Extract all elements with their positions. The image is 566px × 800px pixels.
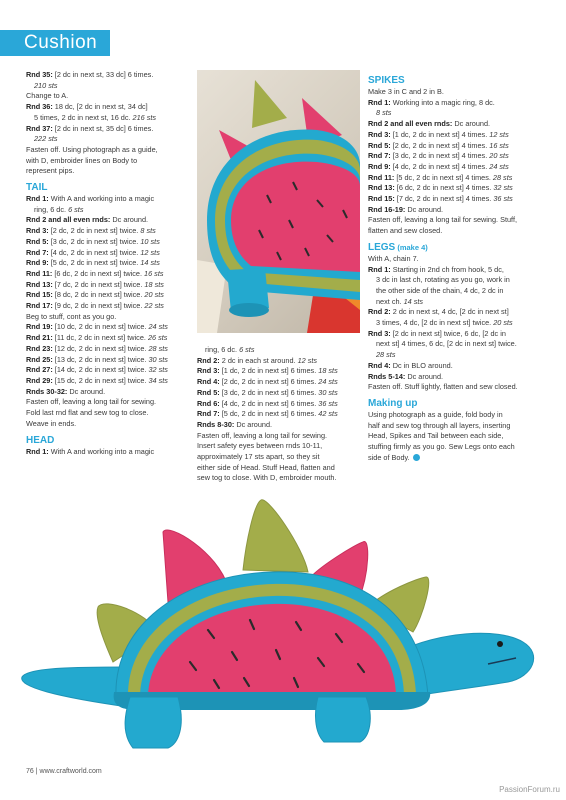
pattern-line (197, 409, 363, 420)
column-right (368, 70, 543, 464)
round-label: Rnd 3: (368, 129, 391, 139)
instruction-text: [5 dc, 2 dc in next st] 6 times. (219, 409, 317, 419)
round-label: Rnd 5: (197, 387, 220, 397)
stitch-count: 12 sts (138, 247, 160, 257)
instruction-text: [6 dc, 2 dc in next st] 4 times. (394, 183, 492, 193)
round-label: Rnd 2 and all even rnds: (26, 215, 111, 225)
instruction-text: Dc around. (234, 419, 273, 429)
pattern-line (26, 397, 194, 408)
pattern-line (197, 345, 363, 356)
round-label: Rnd 9: (26, 258, 49, 268)
instruction-text: Using photograph as a guide, fold body in (368, 409, 503, 419)
instruction-text: [3 dc, 2 dc in next st] 4 times. (390, 151, 488, 161)
end-of-pattern-icon (413, 454, 420, 461)
instruction-text: [4 dc, 2 dc in next st] twice. (48, 247, 139, 257)
stitch-count: 18 sts (142, 279, 164, 289)
pattern-line (26, 408, 194, 419)
instruction-text: [9 dc, 2 dc in next st] twice. (52, 301, 143, 311)
pattern-line (368, 421, 543, 432)
instruction-text: Working into a magic ring, 8 dc. (390, 97, 495, 107)
instruction-text: [2 dc in next st] twice, 6 dc, [2 dc in (390, 328, 506, 338)
pattern-line (26, 156, 194, 167)
pattern-line (368, 173, 543, 184)
pattern-line (26, 226, 194, 237)
pattern-line (368, 372, 543, 383)
pattern-line (26, 91, 194, 102)
round-label: Rnd 1: (368, 97, 391, 107)
instruction-text: side of Body. (368, 452, 410, 462)
stitch-count: 210 sts (34, 80, 58, 90)
stitch-count: 28 sts (376, 350, 396, 360)
round-label: Rnd 5: (368, 140, 391, 150)
instruction-text: [12 dc, 2 dc in next st] twice. (52, 343, 147, 353)
round-label: Rnd 23: (26, 343, 53, 353)
instruction-text: Starting in 2nd ch from hook, 5 dc, (390, 264, 504, 274)
instruction-text: next ch. (376, 296, 402, 306)
pattern-line (26, 333, 194, 344)
section-heading-text: Making up (368, 397, 418, 409)
pattern-line (368, 297, 543, 308)
stitch-count: 10 sts (138, 236, 160, 246)
instruction-text: [1 dc, 2 dc in next st] 4 times. (390, 129, 488, 139)
pattern-line (26, 419, 194, 430)
section-heading-text: HEAD (26, 434, 55, 446)
round-label: Rnd 9: (368, 161, 391, 171)
stitch-count: 42 sts (316, 409, 338, 419)
instruction-text: [4 dc, 2 dc in next st] 4 times. (390, 161, 488, 171)
instruction-text: Dc around. (405, 371, 444, 381)
instruction-text: half and sew tog through all layers, inserting (368, 420, 511, 430)
section-heading (26, 181, 194, 194)
round-label: Rnd 11: (26, 268, 53, 278)
instruction-text: 3 dc in last ch, rotating as you go, work in (376, 275, 510, 285)
stitch-count: 8 sts (138, 226, 156, 236)
instruction-text: next st] 4 times, 6 dc, [2 dc in next st] twice. (376, 339, 517, 349)
round-label: Rnd 13: (26, 279, 53, 289)
pattern-line (26, 447, 194, 458)
stitch-count: 36 sts (491, 194, 513, 204)
round-label: Rnd 1: (368, 264, 391, 274)
instruction-text: Change to A. (26, 91, 69, 101)
pattern-line (368, 431, 543, 442)
stitch-count: 22 sts (142, 301, 164, 311)
instruction-text: Weave in ends. (26, 418, 77, 428)
round-label: Rnd 37: (26, 123, 53, 133)
pattern-line (368, 226, 543, 237)
round-label: Rnd 21: (26, 333, 53, 343)
instruction-text: 2 dc in each st around. (219, 355, 296, 365)
round-label: Rnd 2: (197, 355, 220, 365)
stitch-count: 16 sts (487, 140, 509, 150)
cushion-closeup-illustration (197, 70, 360, 333)
pattern-line (26, 237, 194, 248)
round-label: Rnd 3: (26, 226, 49, 236)
pattern-line (197, 356, 363, 367)
round-label: Rnd 35: (26, 70, 53, 79)
instruction-text: [2 dc, 2 dc in next st] 6 times. (219, 377, 317, 387)
instruction-text: Fasten off, leaving a long tail for sewing. (197, 430, 328, 440)
pattern-line (197, 431, 363, 442)
pattern-line (26, 194, 194, 205)
pattern-line (26, 205, 194, 216)
round-label: Rnd 19: (26, 322, 53, 332)
round-label: Rnd 6: (197, 398, 220, 408)
instruction-text: sew tog to close. With D, embroider mouth. (197, 473, 337, 483)
page-footer (26, 768, 102, 775)
stitch-count: 12 sts (487, 129, 509, 139)
pattern-line (197, 388, 363, 399)
pattern-line (197, 377, 363, 388)
pattern-line (368, 98, 543, 109)
round-label: Rnd 1: (26, 446, 49, 456)
stitch-count: 24 sts (316, 377, 338, 387)
pattern-line (26, 387, 194, 398)
stitch-count: 6 sts (66, 204, 84, 214)
round-label: Rnd 29: (26, 375, 53, 385)
instruction-text: [11 dc, 2 dc in next st] twice. (52, 333, 146, 343)
pattern-line (26, 344, 194, 355)
page-title: Cushion (24, 32, 98, 53)
round-label: Rnd 4: (197, 377, 220, 387)
pattern-line (368, 442, 543, 453)
round-label: Rnd 2: (368, 307, 391, 317)
pattern-line (368, 275, 543, 286)
instruction-text: [3 dc, 2 dc in next st] twice. (48, 236, 139, 246)
pattern-line (197, 366, 363, 377)
instruction-text: Fasten off. Stuff lightly, flatten and sew closed. (368, 382, 518, 392)
stitch-count: 24 sts (487, 161, 509, 171)
instruction-text: stuffing firmly as you go. Sew Legs onto each (368, 442, 515, 452)
stitch-count: 28 sts (146, 343, 168, 353)
round-label: Rnd 2 and all even rnds: (368, 119, 453, 129)
page-number: 76 (26, 768, 34, 775)
pattern-line (368, 151, 543, 162)
pattern-line (368, 339, 543, 350)
round-label: Rnd 15: (368, 194, 395, 204)
watermark: PassionForum.ru (499, 785, 560, 794)
pattern-line (368, 108, 543, 119)
dinosaur-cushion-photo (18, 492, 546, 762)
round-label: Rnds 30-32: (26, 386, 68, 396)
round-label: Rnd 15: (26, 290, 53, 300)
instruction-text: Insert safety eyes between rnds 10-11, (197, 441, 323, 451)
instruction-text: Fasten off. Using photograph as a guide, (26, 144, 158, 154)
pattern-line (368, 194, 543, 205)
stitch-count: 32 sts (146, 365, 168, 375)
pattern-line (26, 145, 194, 156)
section-heading-text: TAIL (26, 182, 48, 194)
instruction-text: Fasten off, leaving a long tail for sewing. Stuff, (368, 215, 517, 225)
round-label: Rnd 7: (26, 247, 49, 257)
instruction-text: [2 dc in next st, 33 dc] 6 times. (52, 70, 154, 79)
round-label: Rnd 3: (368, 328, 391, 338)
stitch-count: 16 sts (142, 268, 164, 278)
instruction-text: [2 dc, 2 dc in next st] twice. (48, 226, 139, 236)
pattern-line (26, 113, 194, 124)
instruction-text: 2 dc in next st, 4 dc, [2 dc in next st] (390, 307, 509, 317)
pattern-line (368, 286, 543, 297)
pattern-line (26, 70, 194, 81)
stitch-count: 216 sts (130, 112, 157, 122)
instruction-text: Fold last rnd flat and sew tog to close. (26, 408, 149, 418)
instruction-text: With A, chain 7. (368, 253, 419, 263)
stitch-count: 20 sts (487, 151, 509, 161)
stitch-count: 20 sts (142, 290, 164, 300)
pattern-line (197, 441, 363, 452)
instruction-text: represent pips. (26, 166, 75, 176)
instruction-text: with D, embroider lines on Body to (26, 155, 138, 165)
round-label: Rnds 8-30: (197, 419, 235, 429)
pattern-line (26, 269, 194, 280)
stitch-count: 12 sts (295, 355, 318, 365)
pattern-line (368, 87, 543, 98)
pattern-line (368, 119, 543, 130)
instruction-text: Dc around. (452, 119, 491, 129)
column-middle (197, 345, 363, 484)
instruction-text: [2 dc, 2 dc in next st] 4 times. (390, 140, 488, 150)
pattern-line (197, 420, 363, 431)
pattern-line (368, 215, 543, 226)
pattern-line (26, 312, 194, 323)
round-label: Rnd 4: (368, 360, 391, 370)
round-label: Rnds 5-14: (368, 371, 406, 381)
round-label: Rnd 16-19: (368, 204, 406, 214)
pattern-line (368, 254, 543, 265)
round-label: Rnd 36: (26, 102, 53, 112)
instruction-text: Dc around. (405, 204, 444, 214)
section-heading-note: (make 4) (395, 242, 428, 252)
stitch-count: 28 sts (490, 172, 513, 182)
section-heading-text: LEGS (368, 241, 396, 253)
section-heading-text: SPIKES (368, 75, 405, 86)
instruction-text: flatten and sew closed. (368, 226, 443, 236)
pattern-line (197, 473, 363, 484)
pattern-line (368, 162, 543, 173)
round-label: Rnd 27: (26, 365, 53, 375)
pattern-line (26, 102, 194, 113)
stitch-count: 34 sts (146, 375, 168, 385)
pattern-line (197, 452, 363, 463)
footer-separator: | (35, 768, 38, 775)
pattern-line (26, 365, 194, 376)
footer-url[interactable]: www.craftworld.com (39, 768, 102, 775)
instruction-text: [5 dc, 2 dc in next st] 4 times. (394, 172, 491, 182)
pattern-line (197, 463, 363, 474)
stitch-count: 6 sts (237, 345, 255, 354)
instruction-text: With A and working into a magic (48, 446, 155, 456)
pattern-line (368, 318, 543, 329)
stitch-count: 20 sts (491, 318, 513, 328)
column-left (26, 70, 194, 457)
pattern-line (26, 376, 194, 387)
instruction-text: [7 dc, 2 dc in next st] twice. (52, 279, 143, 289)
section-heading (368, 241, 543, 254)
instruction-text: With A and working into a magic (48, 194, 155, 204)
instruction-text: 18 dc, [2 dc in next st, 34 dc] (52, 102, 148, 112)
pattern-line (368, 307, 543, 318)
pattern-line (26, 322, 194, 333)
instruction-text: Fasten off, leaving a long tail for sewing. (26, 397, 157, 407)
section-heading (368, 397, 543, 410)
pattern-line (368, 329, 543, 340)
pattern-line (368, 382, 543, 393)
pattern-line (26, 290, 194, 301)
stitch-count: 30 sts (316, 387, 338, 397)
stitch-count: 30 sts (146, 354, 168, 364)
stitch-count: 36 sts (316, 398, 338, 408)
instruction-text: either side of Head. Stuff Head, flatten and (197, 462, 335, 472)
round-label: Rnd 1: (26, 194, 49, 204)
instruction-text: Head, Spikes and Tail between each side, (368, 431, 504, 441)
stitch-count: 222 sts (34, 134, 58, 144)
instruction-text: [3 dc, 2 dc in next st] 6 times. (219, 387, 317, 397)
pattern-line (26, 258, 194, 269)
instruction-text: [7 dc, 2 dc in next st] 4 times. (394, 194, 492, 204)
instruction-text: Make 3 in C and 2 in B. (368, 87, 444, 96)
section-heading (26, 434, 194, 447)
cushion-closeup-photo (197, 70, 360, 333)
instruction-text: 5 times, 2 dc in next st, 16 dc. (34, 112, 131, 122)
pattern-line (368, 183, 543, 194)
round-label: Rnd 5: (26, 236, 49, 246)
pattern-line (368, 410, 543, 421)
instruction-text: Dc around. (67, 386, 106, 396)
pattern-line (368, 453, 543, 464)
pattern-line (368, 130, 543, 141)
stitch-count: 8 sts (376, 108, 392, 118)
pattern-line (368, 350, 543, 361)
pattern-line (26, 280, 194, 291)
instruction-text: [6 dc, 2 dc in next st] twice. (52, 268, 142, 278)
instruction-text: the other side of the chain, 4 dc, 2 dc in (376, 285, 504, 295)
instruction-text: [2 dc in next st, 35 dc] 6 times. (52, 123, 154, 133)
pattern-line (26, 166, 194, 177)
pattern-line (26, 215, 194, 226)
pattern-line (26, 134, 194, 145)
stitch-count: 14 sts (401, 296, 424, 306)
stitch-count: 26 sts (145, 333, 168, 343)
round-label: Rnd 7: (197, 409, 220, 419)
pattern-line (26, 248, 194, 259)
instruction-text: ring, 6 dc. (205, 345, 238, 354)
instruction-text: Dc around. (110, 215, 149, 225)
stitch-count: 14 sts (138, 258, 160, 268)
pattern-line (26, 301, 194, 312)
round-label: Rnd 7: (368, 151, 391, 161)
pattern-line (368, 361, 543, 372)
pattern-line (26, 81, 194, 92)
instruction-text: approximately 17 sts apart, so they sit (197, 452, 320, 462)
instruction-text: [10 dc, 2 dc in next st] twice. (52, 322, 147, 332)
pattern-line (26, 355, 194, 366)
instruction-text: [4 dc, 2 dc in next st] 6 times. (219, 398, 317, 408)
pattern-line (368, 141, 543, 152)
stitch-count: 32 sts (491, 183, 513, 193)
round-label: Rnd 25: (26, 354, 53, 364)
instruction-text: [14 dc, 2 dc in next st] twice. (52, 365, 147, 375)
round-label: Rnd 13: (368, 183, 395, 193)
stitch-count: 18 sts (316, 366, 338, 376)
round-label: Rnd 17: (26, 301, 53, 311)
instruction-text: [8 dc, 2 dc in next st] twice. (52, 290, 143, 300)
round-label: Rnd 3: (197, 366, 220, 376)
pattern-line (368, 265, 543, 276)
instruction-text: [13 dc, 2 dc in next st] twice. (52, 354, 147, 364)
pattern-line (197, 399, 363, 410)
instruction-text: ring, 6 dc. (34, 204, 67, 214)
pattern-line (26, 124, 194, 135)
stitch-count: 24 sts (146, 322, 168, 332)
instruction-text: [1 dc, 2 dc in next st] 6 times. (219, 366, 317, 376)
instruction-text: [15 dc, 2 dc in next st] twice. (52, 375, 147, 385)
round-label: Rnd 11: (368, 172, 395, 182)
section-heading (368, 74, 543, 87)
instruction-text: [5 dc, 2 dc in next st] twice. (48, 258, 139, 268)
pattern-line (368, 205, 543, 216)
instruction-text: Dc in BLO around. (390, 360, 453, 370)
instruction-text: 3 times, 4 dc, [2 dc in next st] twice. (376, 318, 492, 328)
instruction-text: Beg to stuff, cont as you go. (26, 311, 117, 321)
